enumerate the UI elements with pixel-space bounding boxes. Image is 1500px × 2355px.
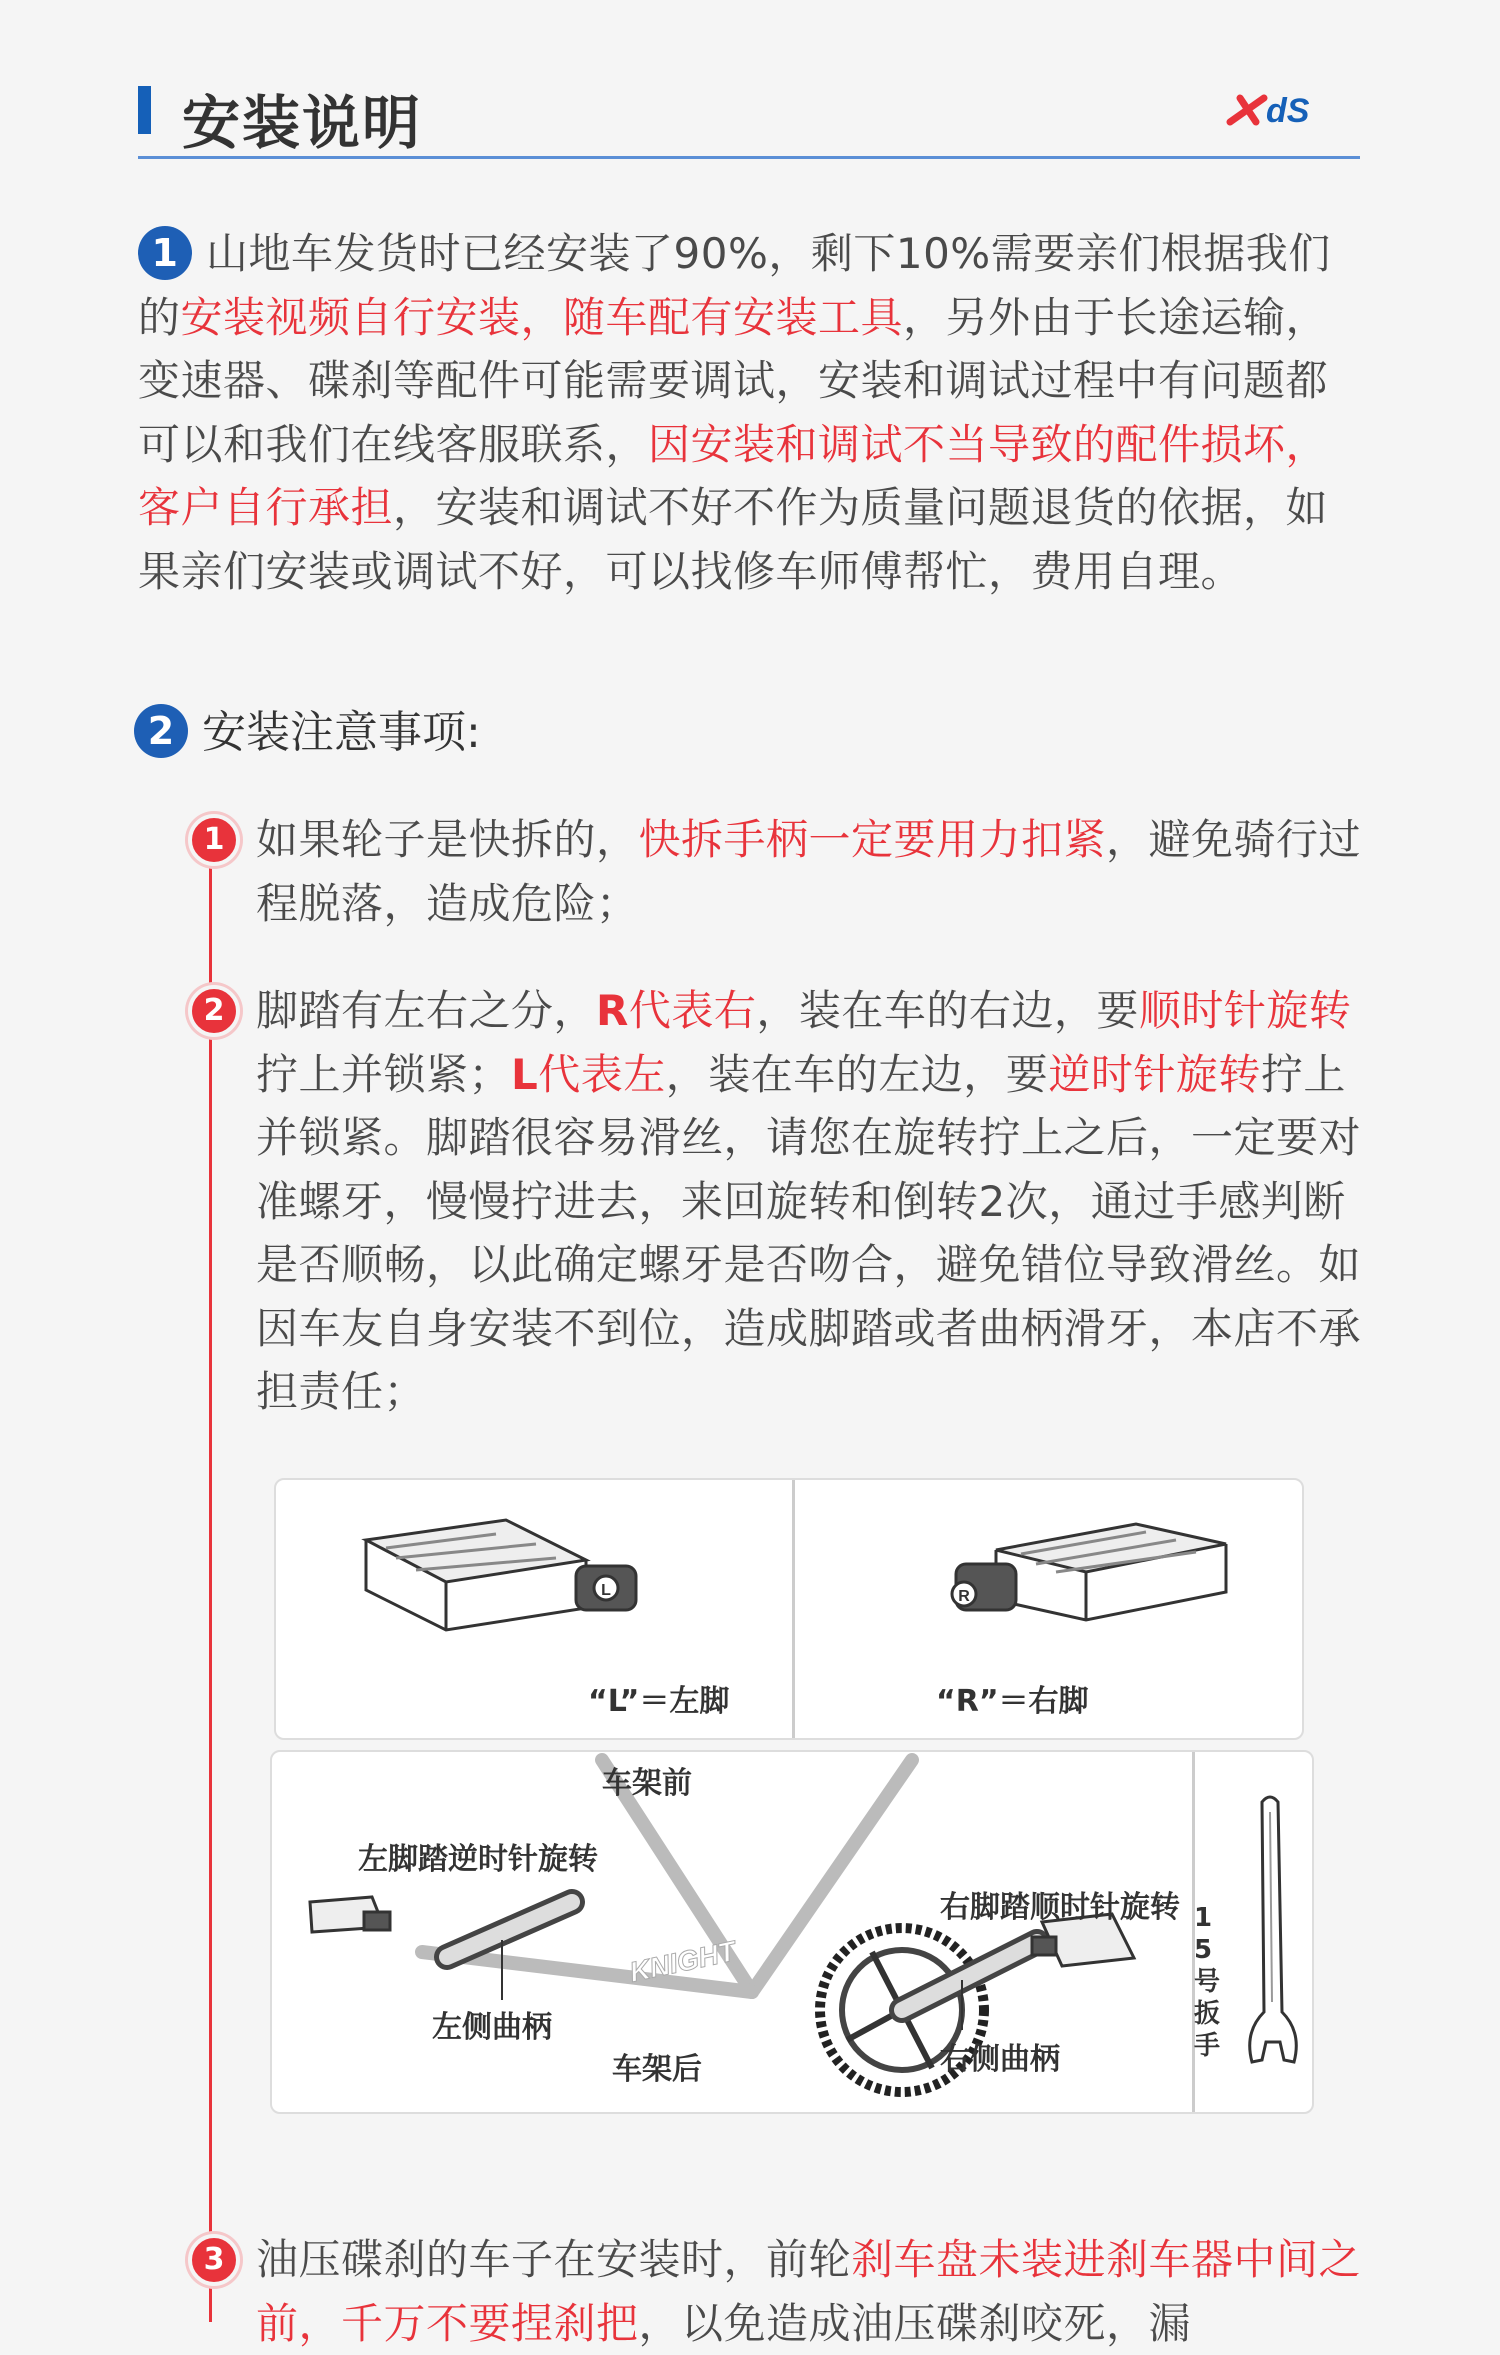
left-pedal-image — [366, 1520, 636, 1630]
pedal-illustrations — [276, 1480, 1302, 1738]
highlight-text: 安装视频自行安装，随车配有安装工具 — [180, 292, 904, 342]
item-number-badge: 1 — [188, 814, 240, 866]
highlight-text: 顺时针旋转 — [1138, 986, 1352, 1035]
shipping-notice-text — [138, 229, 1331, 596]
installation-panel — [270, 1750, 1314, 2114]
body-text: 拧上并锁紧。脚踏很容易滑丝，请您在旋转拧上之后，一定要对准螺牙，慢慢拧进去，来回旋转和倒转2次，通过手感判断是否顺畅，以此确定螺牙是否吻合，避免错位导致滑丝。如因车友自身安装不到位，造成脚踏或者曲柄滑牙，本店不承担责任； — [256, 1049, 1362, 1416]
shipping-notice-paragraph — [138, 222, 1368, 667]
section-number-badge: 2 — [134, 704, 188, 758]
right-pedal-label: “R”＝右脚 — [936, 1684, 1089, 1719]
section-heading-precautions — [134, 700, 481, 766]
body-text: ，另外由于长途运输，变速器、碟刹等配件可能需要调试，安装和调试过程中有问题都可以和我们在线客服联系， — [138, 292, 1329, 469]
body-text: ，安装和调试不好不作为质量问题退货的依据，如果亲们安装或调试不好，可以找修车师傅帮忙，费用自理。 — [138, 483, 1329, 596]
body-text: 油压碟刹的车子在安装时，前轮 — [256, 2235, 852, 2284]
item-number-badge: 2 — [188, 985, 240, 1037]
page-title: 安装说明 — [182, 89, 423, 157]
highlight-text: L — [511, 1049, 539, 1099]
wrench-icon — [1232, 1792, 1312, 2092]
left-crank-label: 左侧曲柄 — [432, 2010, 552, 2045]
frame-rear-label: 车架后 — [612, 2052, 702, 2087]
section-number-badge: 1 — [138, 226, 192, 280]
body-text: ，装在车的右边，要 — [756, 986, 1139, 1035]
body-text: 脚踏有左右之分， — [256, 986, 597, 1035]
body-text: ，避免骑行过程脱落，造成危险； — [256, 815, 1362, 928]
pedal-installation-diagram — [274, 1478, 1312, 2118]
highlight-text: 代表右 — [628, 986, 757, 1035]
highlight-text: R — [596, 986, 629, 1035]
timeline-line — [209, 860, 212, 2322]
highlight-text: 逆时针旋转 — [1048, 1049, 1261, 1099]
body-text: 如果轮子是快拆的， — [256, 815, 639, 864]
left-pedal-letter: L — [601, 1582, 611, 1599]
item-number-badge: 3 — [188, 2234, 240, 2286]
body-text: ，装在车的左边，要 — [665, 1049, 1049, 1099]
list-item — [256, 979, 1362, 1424]
body-text: ，以免造成油压碟刹咬死，漏 — [638, 2298, 1192, 2348]
highlight-text: 刹车盘未装进刹车器中间之前，千万不要捏刹把 — [256, 2235, 1362, 2348]
highlight-text: 因安装和调试不当导致的配件损坏，客户自行承担 — [138, 419, 1329, 532]
left-pedal-rotation-label: 左脚踏逆时针旋转 — [358, 1842, 598, 1877]
svg-text:dS: dS — [1266, 92, 1310, 128]
list-item — [256, 808, 1362, 935]
highlight-text: 快拆手柄一定要用力扣紧 — [638, 815, 1107, 864]
pedal-panel — [274, 1478, 1304, 1740]
right-pedal-image — [952, 1524, 1226, 1620]
body-text: 山地车发货时已经安装了90%，剩下10%需要亲们根据我们的 — [138, 229, 1331, 342]
list-item — [256, 2228, 1362, 2355]
left-pedal-label: “L”＝左脚 — [588, 1684, 730, 1719]
highlight-text: 代表左 — [538, 1049, 666, 1099]
frame-brand: KNIGHT — [626, 1935, 739, 1988]
header-accent-bar — [138, 86, 151, 134]
wrench-label: 15号扳手 — [1194, 1903, 1221, 2061]
right-pedal-rotation-label: 右脚踏顺时针旋转 — [940, 1890, 1180, 1925]
right-crank-label: 右侧曲柄 — [940, 2042, 1060, 2077]
precautions-title: 安装注意事项: — [202, 707, 481, 758]
body-text: 拧上并锁紧； — [256, 1049, 512, 1099]
brand-logo — [1226, 92, 1356, 128]
section-header — [138, 72, 1360, 159]
panel-divider — [792, 1480, 795, 1738]
frame-front-label: 车架前 — [602, 1766, 692, 1801]
right-pedal-letter: R — [958, 1588, 970, 1605]
